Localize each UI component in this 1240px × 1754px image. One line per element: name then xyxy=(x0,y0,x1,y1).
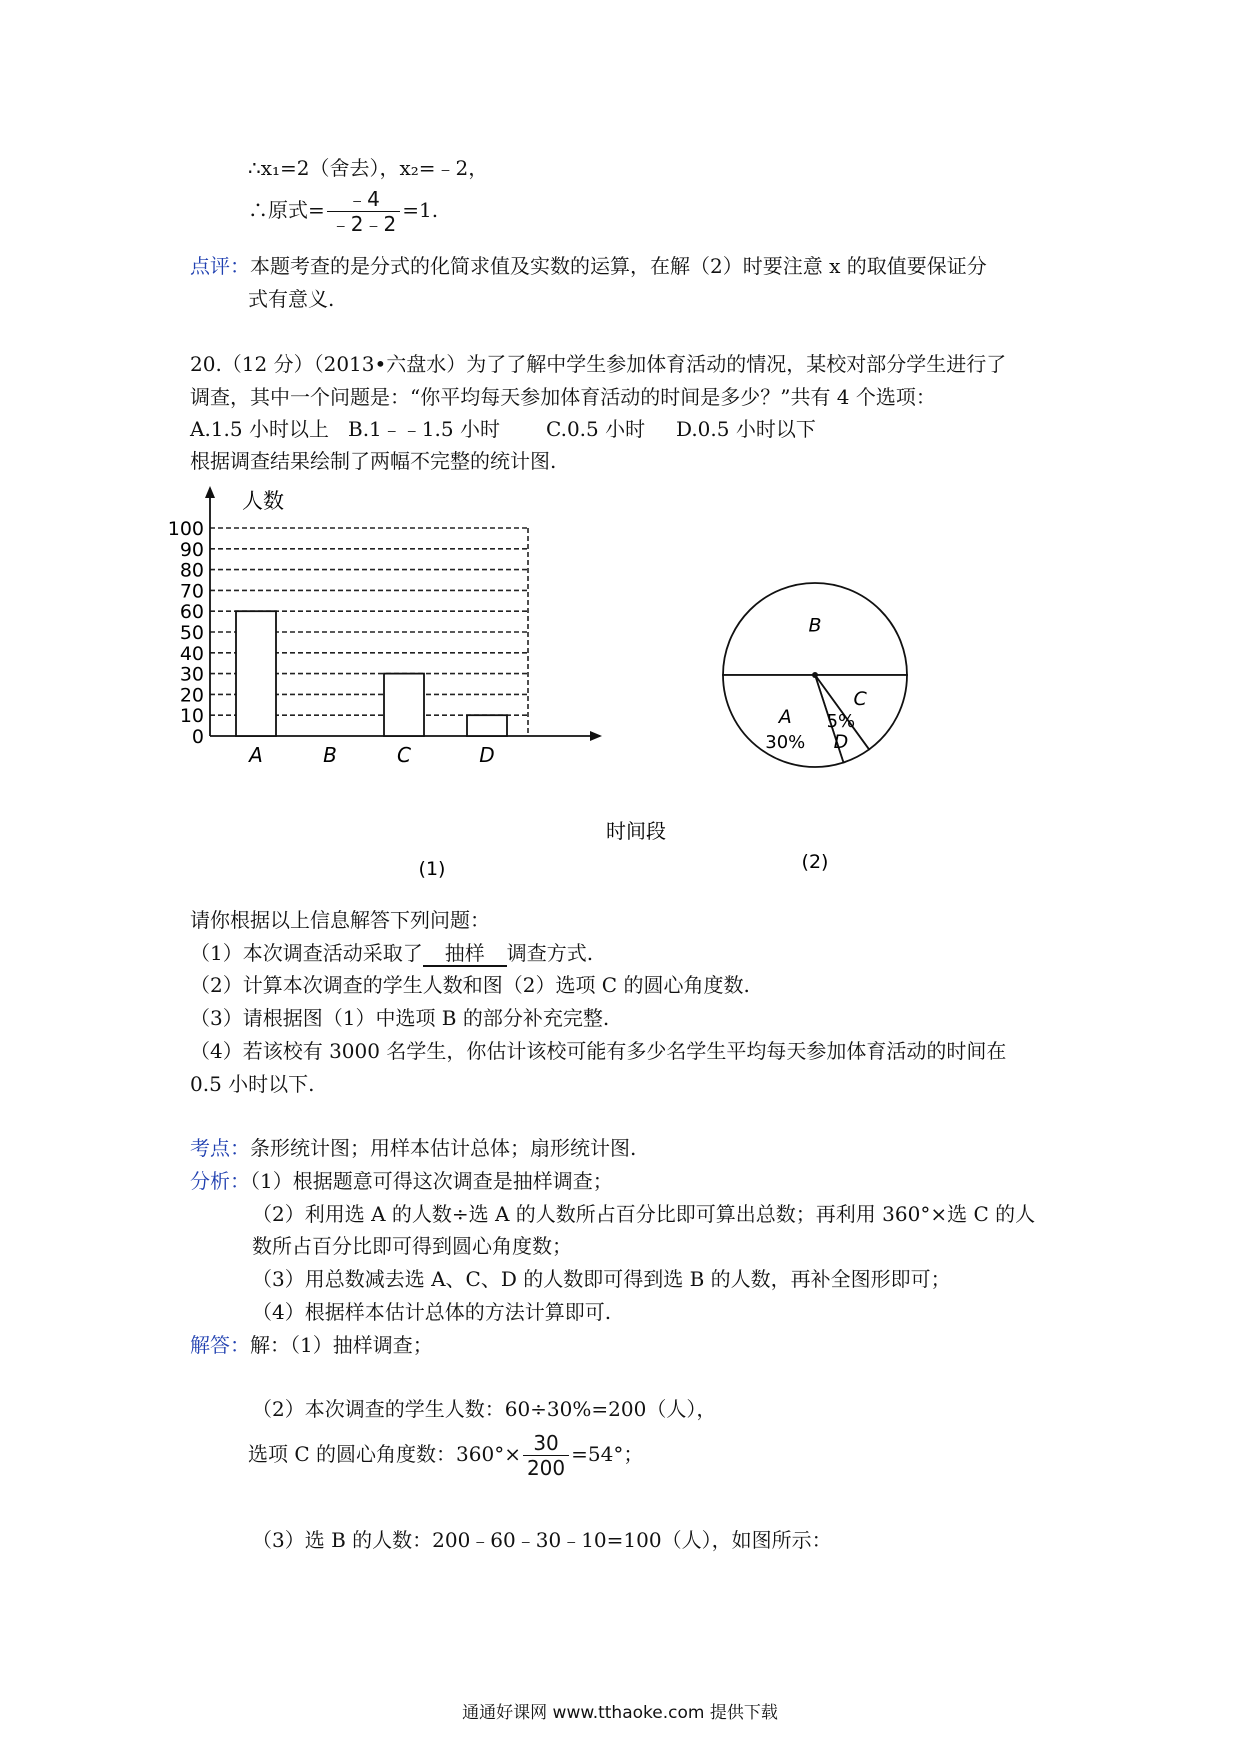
jieda-line-3 xyxy=(248,1432,643,1479)
text: （1）本次调查活动采取了 xyxy=(190,941,423,965)
fraction xyxy=(523,1432,569,1479)
y-tick-label: 60 xyxy=(179,601,204,624)
x-axis-label: 时间段 xyxy=(606,819,666,843)
chart-caption: (2) xyxy=(801,851,829,873)
y-tick-label: 70 xyxy=(179,580,204,603)
bar-A xyxy=(236,611,276,736)
fenxi-tag: 分析： xyxy=(190,1169,250,1193)
question-4-line-2: 0.5 小时以下. xyxy=(190,1072,315,1096)
y-tick-label: 30 xyxy=(179,663,204,686)
pie-label-D: D xyxy=(833,730,849,753)
questions-intro: 请你根据以上信息解答下列问题： xyxy=(190,908,490,932)
x-axis-arrow-icon xyxy=(590,731,602,741)
solution-line-fraction xyxy=(248,188,438,235)
fraction-denominator: ﹣2﹣2 xyxy=(330,212,397,236)
kaodian-tag: 考点： xyxy=(190,1136,250,1160)
x-tick-label: B xyxy=(323,743,337,767)
fenxi-line-4: （3）用总数减去选 A、C、D 的人数即可得到选 B 的人数，再补全图形即可； xyxy=(252,1267,951,1291)
y-axis-arrow-icon xyxy=(205,486,215,498)
solution-line: ∴x₁=2（舍去），x₂=﹣2， xyxy=(248,156,489,180)
pie-percent-A: 30% xyxy=(765,731,806,753)
jieda-line-4: （3）选 B 的人数：200﹣60﹣30﹣10=100（人），如图所示： xyxy=(252,1528,832,1552)
jieda-tag: 解答： xyxy=(190,1333,250,1357)
bar-D xyxy=(467,715,507,736)
jieda-line-1 xyxy=(190,1333,433,1357)
question-3: （3）请根据图（1）中选项 B 的部分补充完整. xyxy=(190,1006,610,1030)
page-footer: 通通好课网 www.tthaoke.com 提供下载 xyxy=(462,1703,778,1723)
text: 选项 C 的圆心角度数：360°× xyxy=(248,1442,521,1466)
text: 调查方式. xyxy=(506,941,594,965)
fraction-denominator: 200 xyxy=(526,1456,566,1480)
text: ∴原式= xyxy=(248,198,325,222)
fraction-numerator: 30 xyxy=(523,1432,569,1456)
fenxi-line-2: （2）利用选 A 的人数÷选 A 的人数所占百分比即可算出总数；再利用 360°×选 C 的人 xyxy=(252,1202,1036,1226)
y-tick-label: 90 xyxy=(179,538,204,561)
question-4-line-1: （4）若该校有 3000 名学生，你估计该校可能有多少名学生平均每天参加体育活动的时间在 xyxy=(190,1039,1007,1063)
kaodian-line xyxy=(190,1136,636,1160)
y-tick-label: 80 xyxy=(179,559,204,582)
y-tick-label: 100 xyxy=(167,518,204,540)
question-1 xyxy=(190,941,593,967)
answer-blank: 抽样 xyxy=(423,941,507,967)
question-2: （2）计算本次调查的学生人数和图（2）选项 C 的圆心角度数. xyxy=(190,973,750,997)
y-tick-label: 0 xyxy=(191,726,204,748)
fraction-numerator: ﹣4 xyxy=(327,188,400,212)
pie-center xyxy=(812,672,818,678)
y-tick-label: 40 xyxy=(179,642,204,665)
review-text: 本题考查的是分式的化简求值及实数的运算，在解（2）时要注意 x 的取值要保证分 xyxy=(250,254,987,278)
question-options xyxy=(190,417,816,441)
question-line-1: 20.（12 分）（2013•六盘水）为了了解中学生参加体育活动的情况，某校对部分学生进行了 xyxy=(190,352,1007,376)
option-d: D.0.5 小时以下 xyxy=(676,417,816,441)
x-tick-label: A xyxy=(249,743,263,767)
text: =54°； xyxy=(571,1442,644,1466)
option-b: B.1﹣﹣1.5 小时 xyxy=(348,417,500,441)
fenxi-line-3: 数所占百分比即可得到圆心角度数； xyxy=(252,1234,572,1258)
y-axis-label: 人数 xyxy=(242,489,284,513)
fenxi-line-5: （4）根据样本估计总体的方法计算即可. xyxy=(252,1300,612,1324)
text: =1. xyxy=(402,198,439,222)
option-c: C.0.5 小时 xyxy=(546,417,646,441)
review-line-1 xyxy=(190,254,987,278)
fraction xyxy=(327,188,400,235)
jieda-text: 解：（1）抽样调查； xyxy=(250,1333,433,1357)
pie-label-B: B xyxy=(808,614,822,637)
pie-label-C: C xyxy=(853,687,867,710)
review-tag: 点评： xyxy=(190,254,250,278)
question-line-2: 调查，其中一个问题是：“你平均每天参加体育活动的时间是多少？”共有 4 个选项： xyxy=(190,385,936,409)
y-tick-label: 50 xyxy=(179,622,204,644)
y-tick-label: 20 xyxy=(179,684,204,707)
pie-label-A: A xyxy=(778,705,792,728)
x-tick-label: D xyxy=(479,743,495,767)
bar-chart xyxy=(167,480,700,890)
question-line-4: 根据调查结果绘制了两幅不完整的统计图. xyxy=(190,449,557,473)
x-tick-label: C xyxy=(397,743,411,767)
fenxi-line-1 xyxy=(190,1169,613,1193)
y-tick-label: 10 xyxy=(179,705,204,728)
fenxi-text: （1）根据题意可得这次调查是抽样调查； xyxy=(250,1169,613,1193)
pie-percent-D: 5% xyxy=(826,710,856,732)
pie-chart xyxy=(685,570,945,890)
bar-C xyxy=(384,674,424,736)
kaodian-text: 条形统计图；用样本估计总体；扇形统计图. xyxy=(250,1136,637,1160)
jieda-line-2: （2）本次调查的学生人数：60÷30%=200（人）， xyxy=(252,1397,717,1421)
chart-caption: (1) xyxy=(418,858,446,880)
review-line-2: 式有意义. xyxy=(248,287,335,311)
option-a: A.1.5 小时以上 xyxy=(190,417,329,441)
